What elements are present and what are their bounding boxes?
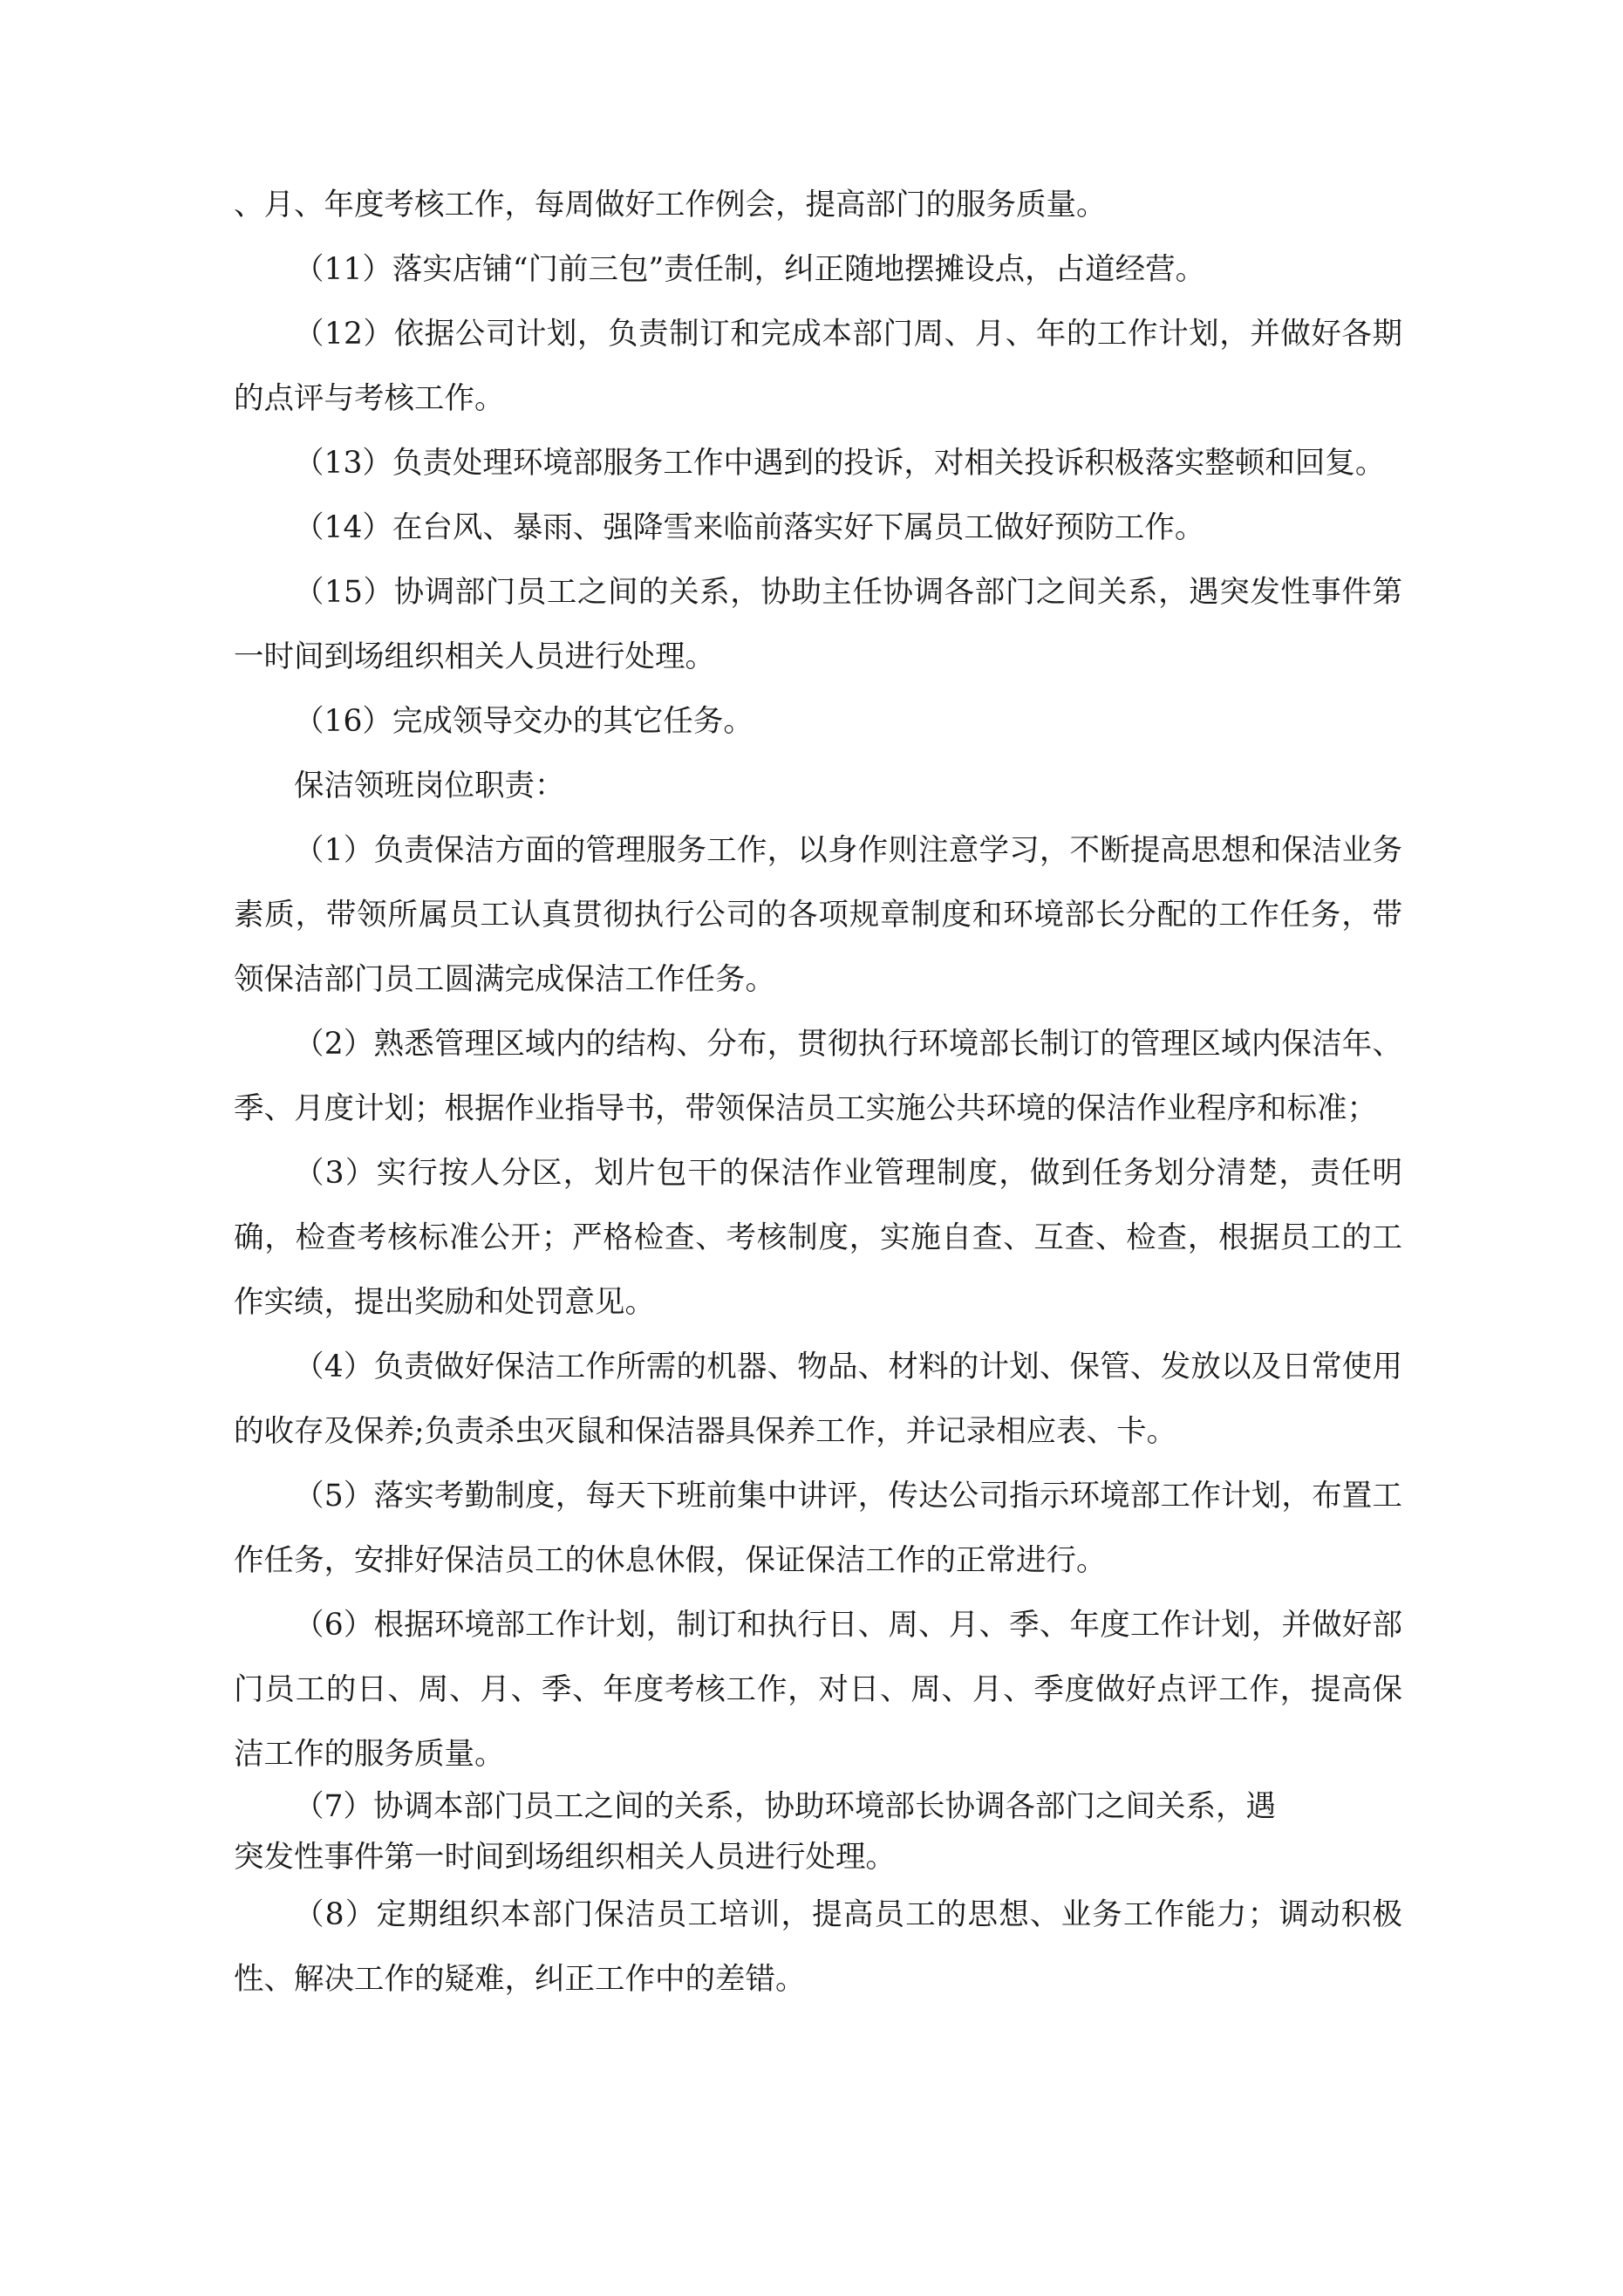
paragraph-item-12: （12）依据公司计划，负责制订和完成本部门周、月、年的工作计划，并做好各期的点评与考核工作。 — [234, 317, 1402, 416]
paragraph-duty-8: （8）定期组织本部门保洁员工培训，提高员工的思想、业务工作能力；调动积极性、解决工作的疑难，纠正工作中的差错。 — [234, 1897, 1402, 1997]
paragraph-duty-6: （6）根据环境部工作计划，制订和执行日、周、月、季、年度工作计划，并做好部门员工的日、周、月、季、年度考核工作，对日、周、月、季度做好点评工作，提高保洁工作的服务质量。 — [234, 1608, 1402, 1772]
document-body — [234, 173, 1402, 2012]
paragraph-item-15: （15）协调部门员工之间的关系，协助主任协调各部门之间关系，遇突发性事件第一时间到场组织相关人员进行处理。 — [234, 575, 1402, 674]
paragraph-duty-7: （7）协调本部门员工之间的关系，协助环境部长协调各部门之间关系，遇 — [294, 1789, 1276, 1824]
paragraph-item-14: （14）在台风、暴雨、强降雪来临前落实好下属员工做好预防工作。 — [294, 510, 1205, 545]
paragraph-item-11: （11）落实店铺“门前三包”责任制，纠正随地摆摊设点，占道经营。 — [294, 252, 1206, 287]
paragraph-duty-5: （5）落实考勤制度，每天下班前集中讲评，传达公司指示环境部工作计划，布置工作任务，安排好保洁员工的休息休假，保证保洁工作的正常进行。 — [234, 1479, 1402, 1578]
paragraph-item-13: （13）负责处理环境部服务工作中遇到的投诉，对相关投诉积极落实整顿和回复。 — [294, 446, 1386, 481]
paragraph-duty-7-continuation: 突发性事件第一时间到场组织相关人员进行处理。 — [234, 1840, 896, 1875]
paragraph-item-16: （16）完成领导交办的其它任务。 — [294, 704, 754, 739]
section-heading-cleaning-leader: 保洁领班岗位职责： — [294, 769, 565, 803]
paragraph-continuation: 、月、年度考核工作，每周做好工作例会，提高部门的服务质量。 — [234, 188, 1107, 222]
paragraph-duty-1: （1）负责保洁方面的管理服务工作，以身作则注意学习，不断提高思想和保洁业务素质，带领所属员工认真贯彻执行公司的各项规章制度和环境部长分配的工作任务，带领保洁部门员工圆满完成保洁工作任务。 — [234, 833, 1402, 997]
paragraph-duty-4: （4）负责做好保洁工作所需的机器、物品、材料的计划、保管、发放以及日常使用的收存及保养;负责杀虫灭鼠和保洁器具保养工作，并记录相应表、卡。 — [234, 1350, 1402, 1449]
paragraph-duty-2: （2）熟悉管理区域内的结构、分布，贯彻执行环境部长制订的管理区域内保洁年、季、月度计划；根据作业指导书，带领保洁员工实施公共环境的保洁作业程序和标准； — [234, 1027, 1402, 1126]
paragraph-duty-3: （3）实行按人分区，划片包干的保洁作业管理制度，做到任务划分清楚，责任明确，检查考核标准公开；严格检查、考核制度，实施自查、互查、检查，根据员工的工作实绩，提出奖励和处罚意见。 — [234, 1156, 1402, 1320]
